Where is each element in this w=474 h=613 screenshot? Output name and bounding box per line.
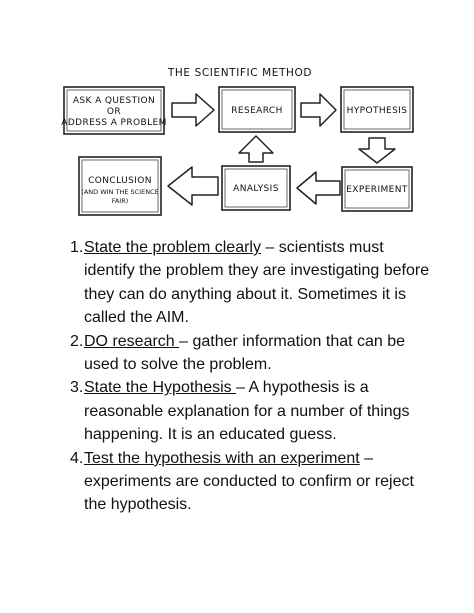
list-item [58, 330, 438, 377]
scientific-method-diagram [0, 0, 474, 232]
arrow-left-1-icon [297, 172, 340, 204]
step-number: 1. [70, 239, 84, 256]
step-text: – experiments are conducted to confirm or reject the hypothesis. [84, 449, 414, 514]
step-heading: Test the hypothesis with an experiment [84, 449, 360, 467]
analysis-label: ANALYSIS [233, 184, 279, 194]
step-text: – scientists must identify the problem they are investigating before they can do anything about it. Sometimes it is called the AIM. [84, 239, 430, 327]
list-item [58, 447, 438, 517]
node-conclusion [79, 157, 161, 215]
hypothesis-label: HYPOTHESIS [346, 106, 408, 116]
node-research [219, 87, 295, 132]
step-heading: State the problem clearly [84, 239, 261, 256]
arrow-right-1-icon [172, 94, 214, 126]
ask-line-1: ASK A QUESTION [72, 96, 156, 106]
node-hypothesis [341, 87, 413, 132]
list-item [58, 376, 438, 446]
node-experiment [342, 167, 412, 211]
node-ask-question [61, 87, 166, 134]
step-text: – A hypothesis is a reasonable explanation for a number of things happening. It is an educated guess. [84, 379, 410, 444]
step-heading: State the Hypothesis [84, 379, 237, 397]
step-heading: DO research [84, 332, 180, 350]
ask-line-3: ADDRESS A PROBLEM [61, 118, 167, 128]
step-number: 3. [70, 379, 84, 397]
node-analysis [222, 166, 290, 210]
conclusion-sub-2: FAIR) [111, 197, 129, 205]
step-text: – gather information that can be used to solve the problem. [84, 332, 406, 374]
arrow-left-2-icon [168, 167, 218, 205]
arrow-right-2-icon [301, 94, 336, 126]
research-label: RESEARCH [231, 106, 283, 116]
list-item [58, 236, 438, 330]
arrow-down-icon [359, 138, 395, 163]
arrow-up-icon [239, 136, 273, 162]
diagram-title: THE SCIENTIFIC METHOD [167, 67, 313, 79]
step-number: 2. [70, 332, 84, 350]
steps-list [58, 236, 438, 517]
conclusion-label: CONCLUSION [88, 176, 152, 186]
experiment-label: EXPERIMENT [346, 185, 408, 195]
ask-line-2: OR [106, 107, 122, 117]
step-number: 4. [70, 449, 84, 467]
conclusion-sub-1: (AND WIN THE SCIENCE [81, 188, 159, 196]
